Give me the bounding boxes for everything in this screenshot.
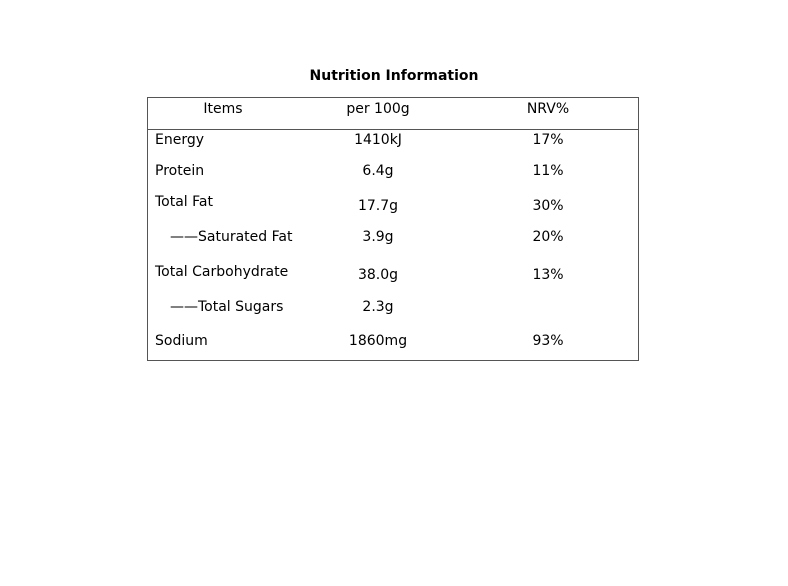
- row-sodium-item: Sodium: [155, 333, 208, 349]
- table-header-row: [148, 98, 638, 130]
- row-sodium-per: 1860mg: [348, 333, 408, 349]
- row-protein-item: Protein: [155, 163, 205, 179]
- row-total-sugars-per: 2.3g: [362, 299, 394, 315]
- row-total-carbohydrate-item: Total Carbohydrate: [155, 264, 289, 280]
- row-sodium-nrv: 93%: [532, 333, 564, 349]
- table-title: Nutrition Information: [309, 68, 479, 84]
- header-nrv: NRV%: [526, 101, 570, 117]
- header-items: Items: [203, 101, 243, 117]
- row-protein-nrv: 11%: [532, 163, 564, 179]
- row-total-fat-item: Total Fat: [155, 194, 213, 210]
- row-total-fat-nrv: 30%: [532, 198, 564, 214]
- row-saturated-fat-item: ——Saturated Fat: [170, 229, 293, 245]
- row-total-carbohydrate-per: 38.0g: [357, 267, 399, 283]
- row-saturated-fat-nrv: 20%: [532, 229, 564, 245]
- nutrition-table: [147, 97, 639, 361]
- header-per-100g: per 100g: [346, 101, 410, 117]
- row-saturated-fat-per: 3.9g: [362, 229, 394, 245]
- row-energy-per: 1410kJ: [354, 132, 402, 148]
- row-total-sugars-item: ——Total Sugars: [170, 299, 284, 315]
- row-protein-per: 6.4g: [362, 163, 394, 179]
- row-total-fat-per: 17.7g: [357, 198, 399, 214]
- row-energy-item: Energy: [155, 132, 205, 148]
- row-total-carbohydrate-nrv: 13%: [532, 267, 564, 283]
- row-energy-nrv: 17%: [532, 132, 564, 148]
